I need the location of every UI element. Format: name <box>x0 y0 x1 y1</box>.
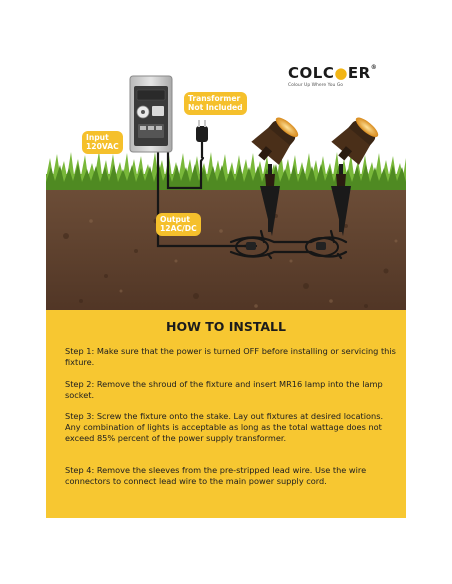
callout-output <box>156 213 201 236</box>
brand-tagline: Colour Up Where You Go <box>288 83 344 88</box>
callout-output-line1: Output <box>160 215 190 224</box>
panel-title: HOW TO INSTALL <box>165 319 286 334</box>
step-1: Step 1: Make sure that the power is turned OFF before installing or servicing this fixture. <box>65 346 396 367</box>
install-instructions-panel <box>46 310 406 518</box>
step-4: Step 4: Remove the sleeves from the pre-stripped lead wire. Use the wire connectors to connect lead wire to the main power supply cord. <box>65 465 367 486</box>
soil-layer <box>46 184 406 320</box>
step-2: Step 2: Remove the shroud of the fixture and insert MR16 lamp into the lamp socket. <box>65 379 383 400</box>
step-3: Step 3: Screw the fixture onto the stake. Lay out fixtures at desired locations. Any combination of lights is acceptable as long as the total wattage does not exceed 85% percent of the power supply transformer. <box>65 411 384 443</box>
callout-input <box>82 131 123 154</box>
callout-output-line2: 12AC/DC <box>160 223 197 233</box>
brand-logo <box>288 64 388 88</box>
transformer-box <box>130 76 172 152</box>
brand-dot-icon: ● <box>334 64 348 82</box>
callout-transformer <box>184 92 247 115</box>
callout-transformer-line1: Transformer <box>188 94 241 103</box>
callout-input-line1: Input <box>86 133 109 142</box>
callout-input-line2: 120VAC <box>86 141 119 151</box>
callout-transformer-line2: Not Included <box>188 102 243 112</box>
brand-name: COLC●ER® <box>288 64 378 82</box>
power-plug <box>196 120 208 158</box>
